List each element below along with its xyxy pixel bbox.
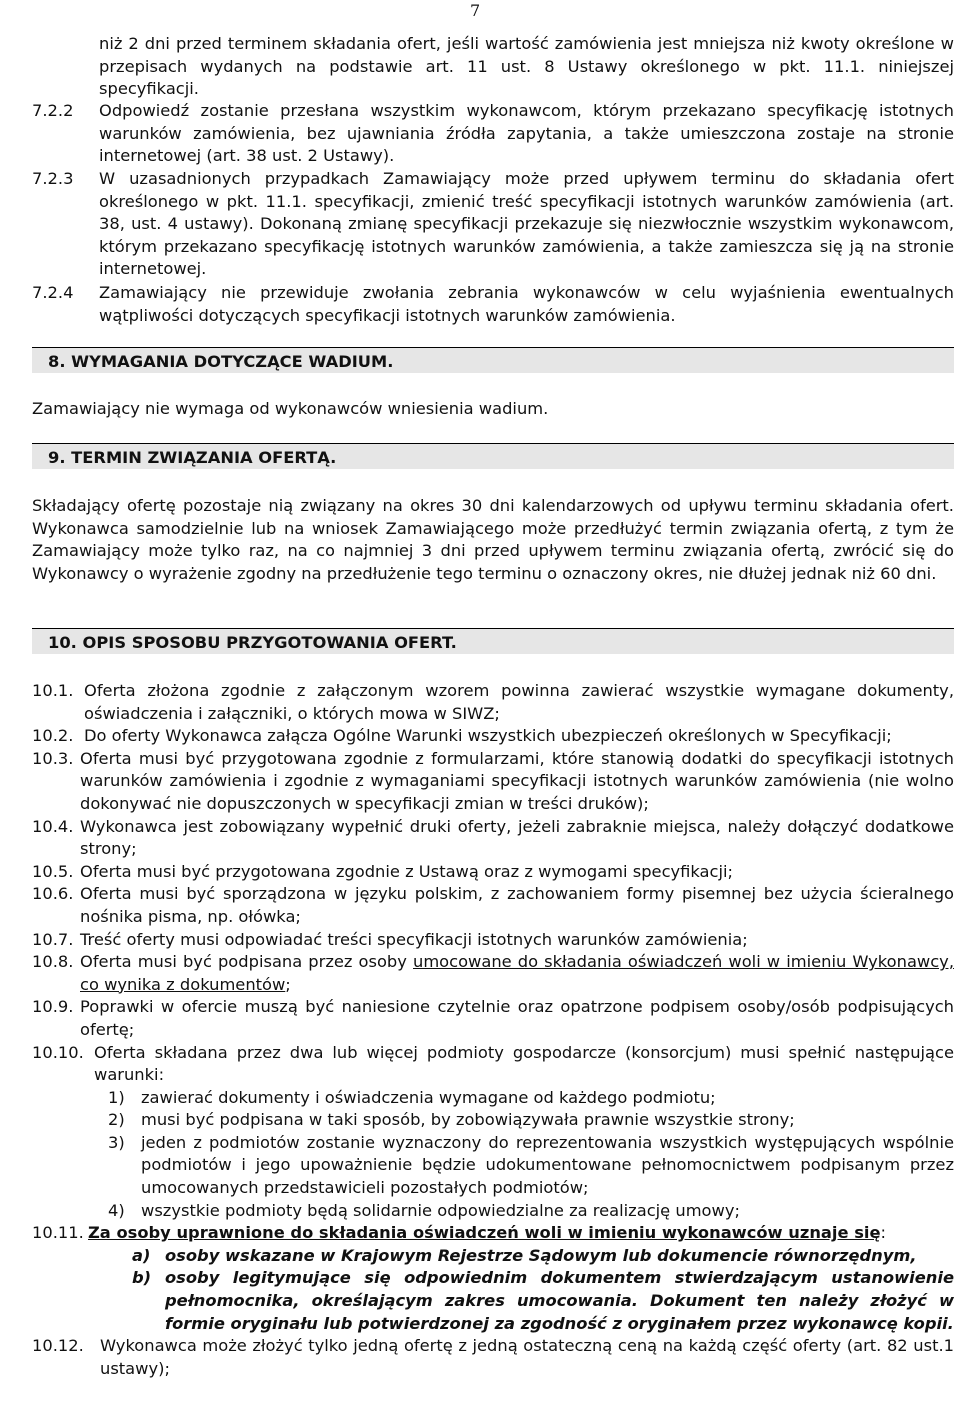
sublist-10-11 <box>32 1245 954 1335</box>
sub-text: osoby legitymujące się odpowiednim dokumentem stwierdzającym ustanowienie pełnomocnika, określającym zakres umocowania. Dokument ten należy złożyć w formie oryginału lub potwierdzonej za zgodność z oryginałem przez wykonawcę kopii. <box>165 1268 954 1333</box>
heading-section-10 <box>32 628 954 654</box>
sub-text: wszystkie podmioty będą solidarnie odpowiedzialne za realizację umowy; <box>141 1200 740 1220</box>
list-item <box>32 861 954 884</box>
list-item-10-10 <box>32 1042 954 1087</box>
item-text <box>88 1222 954 1245</box>
sub-number: 2) <box>108 1110 125 1130</box>
list-item-10-12 <box>32 1335 954 1380</box>
section-text: Odpowiedź zostanie przesłana wszystkim wykonawcom, którym przekazano specyfikację istotnych warunków zamówienia, bez ujawniania źródła zapytania, a także umieszczona zostaje na stronie internetowej (art. 38 ust. 2 Ustawy). <box>99 101 954 166</box>
section-text: Zamawiający nie przewiduje zwołania zebrania wykonawców w celu wyjaśnienia ewentualnych wątpliwości dotyczących specyfikacji istotnych warunków zamówienia. <box>99 283 954 325</box>
item-text: Wykonawca jest zobowiązany wypełnić druki oferty, jeżeli zabraknie miejsca, należy dołączyć dodatkowe strony; <box>80 816 954 859</box>
section-7-2-continuation: niż 2 dni przed terminem składania ofert, jeśli wartość zamówienia jest mniejsza niż kwoty określone w przepisach wydanych na podstawie art. 11 ust. 8 Ustawy określonego w pkt. 11.1. niniejszej specyfikacji. <box>99 34 954 99</box>
item-text-plain: Oferta musi być podpisana przez osoby <box>80 952 413 972</box>
sublist-item <box>108 1109 954 1132</box>
sublist-item <box>108 1087 954 1110</box>
item-number: 10.9. <box>32 997 74 1017</box>
section-number: 7.2.3 <box>32 169 74 188</box>
list-item-10-8 <box>32 951 954 996</box>
sub-text: jeden z podmiotów zostanie wyznaczony do reprezentowania wszystkich występujących wspólnie podmiotów i jego upoważnienie będzie udokumentowane pełnomocnictwem podpisanym przez umocowanych przedstawicieli pozostałych podmiotów; <box>141 1132 954 1198</box>
sub-number: 3) <box>108 1132 125 1152</box>
section-number: 7.2.4 <box>32 283 74 302</box>
list-item <box>32 929 954 952</box>
item-text-colon: : <box>880 1223 887 1243</box>
list-item <box>32 725 954 748</box>
sub-text: musi być podpisana w taki sposób, by zobowiązywała prawnie wszystkie strony; <box>141 1110 795 1130</box>
item-number: 10.4. <box>32 816 74 836</box>
page-number: 7 <box>470 1 481 20</box>
heading-text: 10. OPIS SPOSOBU PRZYGOTOWANIA OFERT. <box>48 633 457 652</box>
section-7-2-4 <box>32 282 954 327</box>
list-item <box>32 680 954 725</box>
sub-text: zawierać dokumenty i oświadczenia wymagane od każdego podmiotu; <box>141 1087 716 1107</box>
sublist-item <box>132 1245 954 1268</box>
section-10-items <box>32 680 954 1380</box>
section-7-2-3 <box>32 168 954 281</box>
section-text: W uzasadnionych przypadkach Zamawiający może przed upływem terminu do składania ofert określonego w pkt. 11.1. specyfikacji, zmienić treść specyfikacji istotnych warunków zamówienia (art. 38, ust. 4 ustawy). Dokonaną zmianę specyfikacji przekazuje się niezwłocznie wszystkim wykonawcom, którym przekazano specyfikację istotnych warunków zamówienia, a także zamieszcza się ją na stronie internetowej. <box>99 169 954 279</box>
item-text: Oferta musi być sporządzona w języku polskim, z zachowaniem formy pisemnej bez użycia ścieralnego nośnika pisma, np. ołówka; <box>80 884 954 926</box>
item-number: 10.10. <box>32 1042 84 1062</box>
item-text <box>80 951 954 996</box>
item-text-bold-underlined: Za osoby uprawnione do składania oświadczeń woli w imieniu wykonawców uznaje się <box>88 1223 881 1243</box>
list-item <box>32 748 954 816</box>
item-text-end: ; <box>285 974 291 994</box>
sub-number: b) <box>132 1268 152 1288</box>
item-number: 10.11. <box>32 1223 84 1243</box>
item-number: 10.3. <box>32 748 74 768</box>
sub-text: osoby wskazane w Krajowym Rejestrze Sądowym lub dokumencie równorzędnym, <box>165 1245 917 1265</box>
paragraph-section-8: Zamawiający nie wymaga od wykonawców wniesienia wadium. <box>32 399 549 418</box>
sub-number: 1) <box>108 1087 125 1107</box>
item-text: Oferta złożona zgodnie z załączonym wzorem powinna zawierać wszystkie wymagane dokumenty, oświadczenia i załączniki, o których mowa w SIWZ; <box>84 681 954 723</box>
item-text: Oferta musi być przygotowana zgodnie z formularzami, które stanowią dodatki do specyfikacji istotnych warunków zamówienia i zgodnie z wymaganiami specyfikacji istotnych warunków zamówienia (nie wolno dokonywać nie dopuszczonych w specyfikacji zmian w treści druków); <box>80 748 954 813</box>
item-text: Wykonawca może złożyć tylko jedną ofertę z jedną ostateczną ceną na każdą część oferty (art. 82 ust.1 ustawy); <box>100 1336 954 1378</box>
list-item <box>32 883 954 928</box>
item-text: Oferta składana przez dwa lub więcej podmioty gospodarcze (konsorcjum) musi spełnić następujące warunki: <box>94 1042 954 1085</box>
list-item <box>32 816 954 861</box>
sublist-item <box>108 1132 954 1200</box>
item-text: Treść oferty musi odpowiadać treści specyfikacji istotnych warunków zamówienia; <box>80 929 748 949</box>
item-text: Poprawki w ofercie muszą być naniesione czytelnie oraz opatrzone podpisem osoby/osób podpisujących ofertę; <box>80 997 954 1039</box>
sublist-item <box>108 1200 954 1223</box>
paragraph-section-9: Składający ofertę pozostaje nią związany na okres 30 dni kalendarzowych od upływu terminu składania ofert. Wykonawca samodzielnie lub na wniosek Zamawiającego może przedłużyć termin związania ofertą, z tym że Zamawiający może tylko raz, na co najmniej 3 dni przed upływem terminu związania ofertą, zwrócić się do Wykonawcy o wyrażenie zgodny na przedłużenie tego terminu o oznaczony okres, nie dłużej jednak niż 60 dni. <box>32 496 954 583</box>
list-item-10-11 <box>32 1222 954 1245</box>
heading-section-9 <box>32 443 954 469</box>
heading-text: 9. TERMIN ZWIĄZANIA OFERTĄ. <box>48 448 337 467</box>
item-number: 10.1. <box>32 681 74 700</box>
item-number: 10.2. <box>32 726 74 746</box>
heading-section-8 <box>32 347 954 373</box>
section-number: 7.2.2 <box>32 101 74 120</box>
sublist-10-10 <box>32 1087 954 1223</box>
item-number: 10.7. <box>32 929 74 949</box>
item-text: Do oferty Wykonawca załącza Ogólne Warunki wszystkich ubezpieczeń określonych w Specyfikacji; <box>84 726 892 746</box>
item-number: 10.5. <box>32 861 74 881</box>
sublist-item <box>132 1267 954 1335</box>
item-text: Oferta musi być przygotowana zgodnie z Ustawą oraz z wymogami specyfikacji; <box>80 861 734 881</box>
sub-number: 4) <box>108 1200 125 1220</box>
item-number: 10.8. <box>32 952 74 972</box>
heading-text: 8. WYMAGANIA DOTYCZĄCE WADIUM. <box>48 352 394 371</box>
item-number: 10.12. <box>32 1336 84 1356</box>
item-number: 10.6. <box>32 884 74 904</box>
section-7-2-2 <box>32 100 954 168</box>
sub-number: a) <box>132 1245 151 1265</box>
item-text-underlined: umocowane do składania oświadczeń woli w imieniu Wykonawcy, co wynika z dokumentów <box>80 952 954 994</box>
list-item-10-9 <box>32 996 954 1041</box>
